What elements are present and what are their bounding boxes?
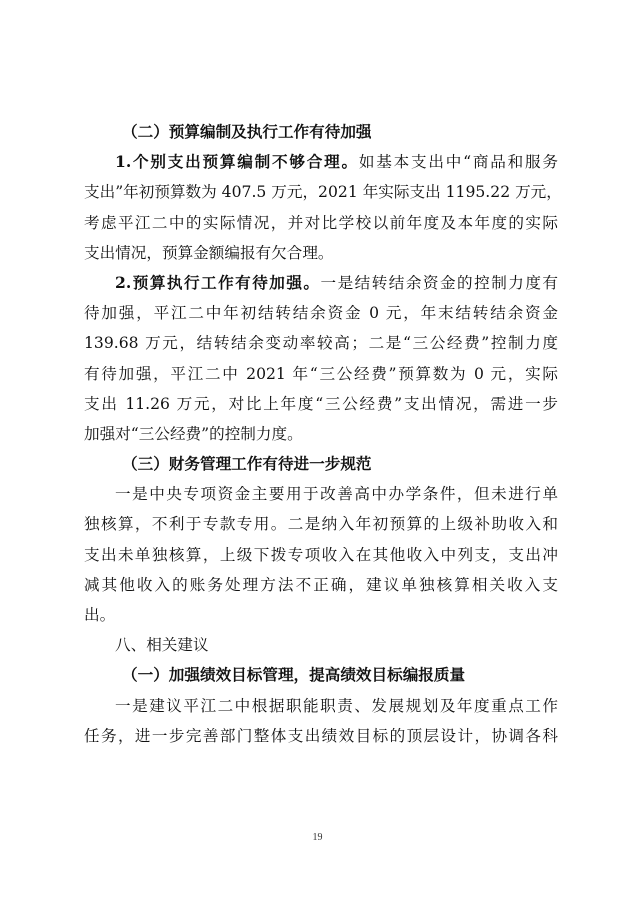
- section-heading-budget: （二）预算编制及执行工作有待加强: [122, 122, 372, 141]
- paragraph-line: 一是中央专项资金主要用于改善高中办学条件，但未进行单: [115, 485, 558, 504]
- section-heading-finance: （三）财务管理工作有待进一步规范: [122, 454, 372, 474]
- paragraph-line: 有待加强，平江二中 2021 年“三公经费”预算数为 0 元，实际: [84, 364, 558, 383]
- paragraph-line: 独核算，不利于专款专用。二是纳入年初预算的上级补助收入和: [84, 515, 558, 534]
- paragraph-line: [84, 268, 558, 298]
- chapter-heading-suggestions: 八、相关建议: [115, 636, 209, 655]
- paragraph-line: [84, 147, 558, 177]
- paragraph-line: 139.68 万元，结转结余变动率较高；二是“三公经费”控制力度: [84, 334, 558, 353]
- paragraph-line: 减其他收入的账务处理方法不正确，建议单独核算相关收入支: [84, 575, 558, 594]
- paragraph-line: 一是建议平江二中根据职能职责、发展规划及年度重点工作: [115, 696, 558, 715]
- paragraph-line: 支出”年初预算数为 407.5 万元，2021 年实际支出 1195.22 万元，: [84, 183, 562, 202]
- paragraph-line: 考虑平江二中的实际情况，并对比学校以前年度及本年度的实际: [84, 213, 558, 232]
- page-number: 19: [312, 832, 323, 843]
- item-lead-bold: 1.个别支出预算编制不够合理。: [115, 152, 359, 172]
- paragraph-line: 支出未单独核算，上级下拨专项收入在其他收入中列支，支出冲: [84, 545, 558, 564]
- paragraph-line: 支出情况，预算金额编报有欠合理。: [84, 243, 334, 262]
- paragraph-line: 支出 11.26 万元，对比上年度“三公经费”支出情况，需进一步: [84, 394, 558, 413]
- page-body: [84, 117, 562, 751]
- paragraph-line: 任务，进一步完善部门整体支出绩效目标的顶层设计，协调各科: [84, 726, 558, 745]
- section-heading-performance: （一）加强绩效目标管理，提高绩效目标编报质量: [122, 665, 466, 685]
- text-run: 一是结转结余资金的控制力度有: [320, 273, 558, 292]
- paragraph-line: 待加强，平江二中年初结转结余资金 0 元，年末结转结余资金: [84, 304, 558, 323]
- paragraph-line: 加强对“三公经费”的控制力度。: [84, 424, 303, 443]
- text-run: 如基本支出中“商品和服务: [358, 153, 558, 172]
- paragraph-line: 出。: [84, 606, 116, 624]
- item-lead-bold: 2.预算执行工作有待加强。: [115, 272, 321, 292]
